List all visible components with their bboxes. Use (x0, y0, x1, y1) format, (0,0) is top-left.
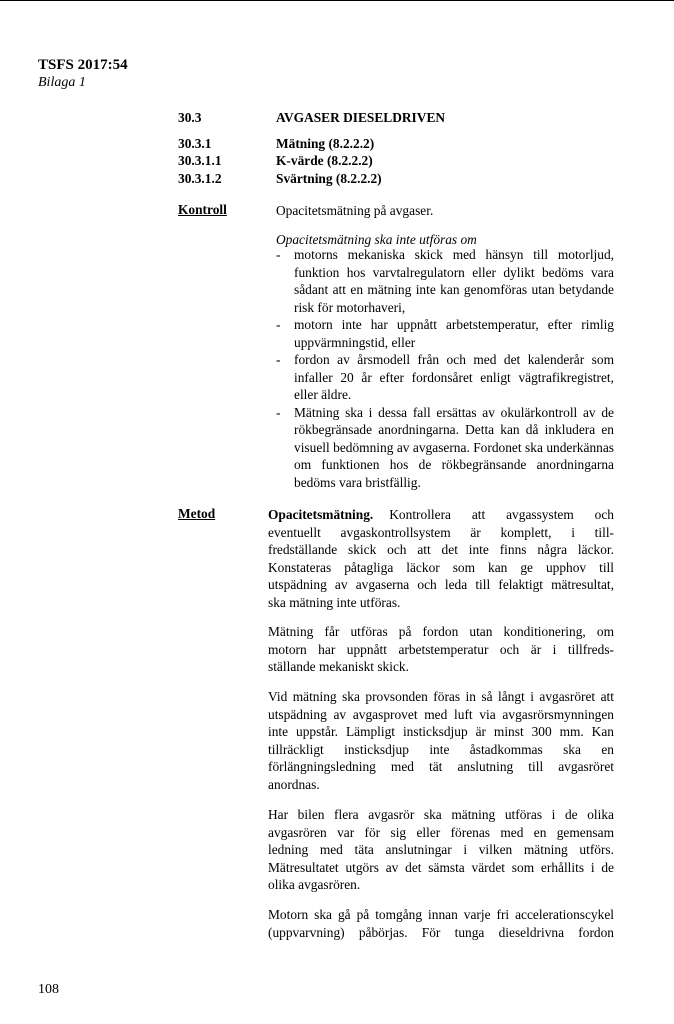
metod-p3-line: Vid mätning ska provsonden föras in så långt i avgasröret att (268, 689, 614, 704)
exclusion-intro: Opacitetsmätning ska inte utföras om (276, 232, 477, 247)
metod-label: Metod (178, 506, 216, 521)
metod-p5-line: Motorn ska gå på tomgång innan varje fri accelerationscykel (268, 907, 614, 922)
section-number: 30.3 (178, 110, 202, 125)
metod-p1-line: Konstateras påtagliga läckor som kan ge upphov till (268, 559, 614, 575)
list-item-text: Mätning ska i dessa fall ersättas av okulärkontroll av de rökbegränsade anordningarna. Detta kan då inkludera en visuell bedömning av avgaserna. Fordonet ska underkännas om funktionen hos de rökbegränsande anordningarna bedöms vara bristfällig. (294, 404, 614, 490)
list-item (276, 404, 614, 492)
metod-p3-line: tillräckligt insticksdjup inte åstadkommas ska en (268, 741, 614, 757)
list-dash: - (276, 247, 281, 262)
section-title: AVGASER DIESELDRIVEN (276, 110, 446, 125)
section-number: 30.3.1 (178, 136, 212, 151)
metod-p1-line: utspädning av avgaserna och leda till felaktigt mätresultat, (268, 577, 614, 592)
page-number: 108 (38, 982, 59, 997)
metod-p4-line: avgasrören var för sig eller förenas med en gemensam (268, 824, 614, 840)
document-code: TSFS 2017:54 (38, 57, 128, 73)
section-title: K-värde (8.2.2.2) (276, 153, 373, 168)
page-top-border (0, 0, 674, 1)
list-dash: - (276, 352, 281, 367)
metod-p5-line: (uppvarvning) påbörjas. För tunga dieseldrivna fordon (268, 924, 614, 940)
metod-p2-line: Mätning får utföras på fordon utan konditionering, om (268, 624, 614, 639)
metod-p3-line: anordnas. (268, 776, 320, 792)
metod-p2-line: motorn har uppnått arbetstemperatur och är i tillfreds- (268, 641, 614, 657)
list-item (276, 351, 614, 404)
section-title: Mätning (8.2.2.2) (276, 136, 375, 151)
metod-p1-line: eventuellt avgaskontrollsystem är komplett, i till- (268, 524, 614, 540)
section-title: Svärtning (8.2.2.2) (276, 171, 382, 186)
metod-p3-line: inte uppstår. Lämpligt insticksdjup är minst 300 mm. Kan (268, 724, 614, 739)
metod-p4-line: olika avgasrören. (268, 877, 361, 892)
list-dash: - (276, 404, 281, 420)
appendix-label: Bilaga 1 (38, 75, 86, 90)
kontroll-text: Opacitetsmätning på avgaser. (276, 203, 434, 218)
metod-p4-line: Mätresultatet utgörs av det sämsta värdet som erhållits i de (268, 859, 614, 875)
metod-p1-line: fredställande skick och att det inte finns några läckor. (268, 542, 614, 557)
list-item-text: motorn inte har uppnått arbetstemperatur, efter rimlig uppvärmningstid, eller (294, 317, 614, 350)
section-number: 30.3.1.2 (178, 171, 222, 186)
kontroll-label: Kontroll (178, 202, 227, 217)
metod-p1-line: Opacitetsmätning. Kontrollera att avgassystem och (268, 507, 614, 522)
list-item (276, 246, 614, 316)
metod-p2-line: ställande mekaniskt skick. (268, 659, 409, 674)
metod-p3-line: utspädning av avgasprovet med luft via avgasrörsmynningen (268, 706, 614, 722)
metod-p3-line: förlängningsledning med tät anslutning till avgasröret (268, 759, 614, 774)
metod-p1-line: ska mätning inte utföras. (268, 594, 401, 610)
metod-p4-line: Har bilen flera avgasrör ska mätning utföras i de olika (268, 807, 614, 822)
section-number: 30.3.1.1 (178, 153, 222, 168)
exclusion-list (276, 246, 614, 491)
metod-p1-lead: Opacitetsmätning. (268, 507, 374, 522)
metod-p4-line: ledning med täta anslutningar i vilken mätning utförs. (268, 842, 614, 857)
list-item-text: fordon av årsmodell från och med det kalenderår som infaller 20 år efter fordonsåret enligt vägtrafikregistret, eller äldre. (294, 352, 614, 402)
list-dash: - (276, 317, 281, 332)
list-item-text: motorns mekaniska skick med hänsyn till motorljud, funktion hos varvtalregulatorn eller dylikt bedöms vara sådant att en mätning inte kan genomföras utan betydande risk för motorhaveri, (294, 247, 614, 315)
list-item (276, 316, 614, 351)
